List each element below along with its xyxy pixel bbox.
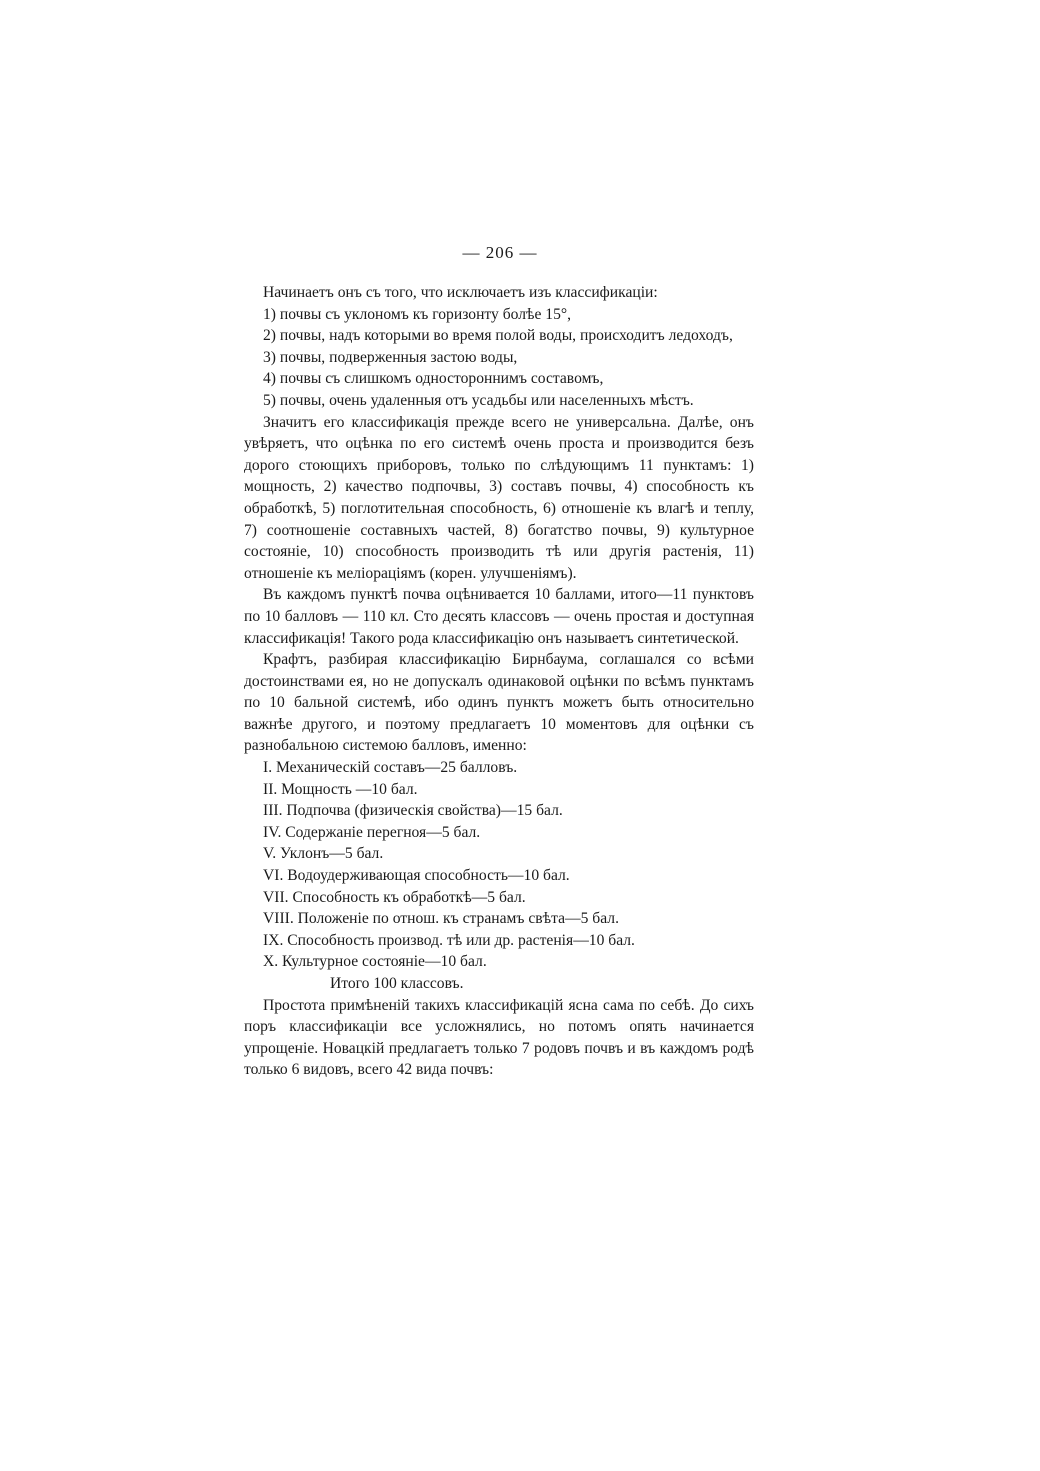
moment-item-1: I. Механическій составъ—25 балловъ. [263,759,518,777]
exclusion-item-3: 3) почвы, подверженныя застою воды, [263,348,518,366]
moment-item-8: VIII. Положеніе по отнош. къ странамъ свѣта—5 бал. [263,910,619,928]
moment-item-5: V. Уклонъ—5 бал. [263,845,384,863]
exclusion-item-4: 4) почвы съ слишкомъ одностороннимъ составомъ, [263,370,604,388]
exclusion-item-5: 5) почвы, очень удаленныя отъ усадьбы или населенныхъ мѣстъ. [263,391,694,409]
paragraph-1: Значитъ его классификація прежде всего не универсальна. Далѣе, онъ увѣряетъ, что оцѣнка по его системѣ очень проста и производится безъ дорого стоющихъ приборовъ, только по слѣдующимъ 11 пунктамъ: 1) мощность, 2) качество подпочвы, 3) составъ почвы, 4) способность къ обработкѣ, 5) поглотительная способность, 6) отношеніе къ влагѣ и теплу, 7) соотношеніе составныхъ частей, 8) богатство почвы, 9) культурное состояніе, 10) способность производить тѣ или другія растенія, 11) отношеніе къ меліораціямъ (корен. улучшеніямъ). [244,413,754,582]
moment-item-6: VI. Водоудерживающая способность—10 бал. [263,867,570,885]
moment-item-10: X. Культурное состояніе—10 бал. [263,953,487,971]
intro-line: Начинаетъ онъ съ того, что исключаетъ изъ классификаціи: [263,284,658,301]
moment-item-9: IX. Способность производ. тѣ или др. растенія—10 бал. [263,931,635,949]
exclusion-item-2: 2) почвы, надъ которыми во время полой воды, происходитъ ледоходъ, [263,327,733,345]
total-line: Итого 100 классовъ. [330,975,464,992]
moment-item-2: II. Мощность —10 бал. [263,780,418,798]
moments-list [244,757,754,973]
moment-item-7: VII. Способность къ обработкѣ—5 бал. [263,888,526,906]
moment-item-3: III. Подпочва (физическія свойства)—15 бал. [263,802,563,820]
page-number: — 206 — [462,243,538,262]
paragraph-2: Въ каждомъ пунктѣ почва оцѣнивается 10 баллами, итого—11 пунктовъ по 10 балловъ — 110 кл. Сто десять классовъ — очень простая и доступная классификація! Такого рода классификацію онъ называетъ синтетической. [244,586,754,647]
paragraph-3: Крафтъ, разбирая классификацію Бирнбаума, соглашался со всѣми достоинствами ея, но не допускалъ одинаковой оцѣнки по всѣмъ пунктамъ по 10 бальной системѣ, ибо одинъ пунктъ можетъ быть относительно важнѣе другого, и поэтому предлагаетъ 10 моментовъ для оцѣнки съ разнобальною системою балловъ, именно: [244,651,754,755]
body-text [244,282,754,1081]
paragraph-4: Простота примѣненій такихъ классификацій ясна сама по себѣ. До сихъ поръ классификаціи все усложнялись, но потомъ опять начинается упрощеніе. Новацкій предлагаетъ только 7 родовъ почвъ и въ каждомъ родѣ только 6 видовъ, всего 42 вида почвъ: [244,996,754,1079]
exclusion-list [244,304,754,412]
exclusion-item-1: 1) почвы съ уклономъ къ горизонту болѣе 15°, [263,305,572,323]
moment-item-4: IV. Содержаніе перегноя—5 бал. [263,823,481,841]
